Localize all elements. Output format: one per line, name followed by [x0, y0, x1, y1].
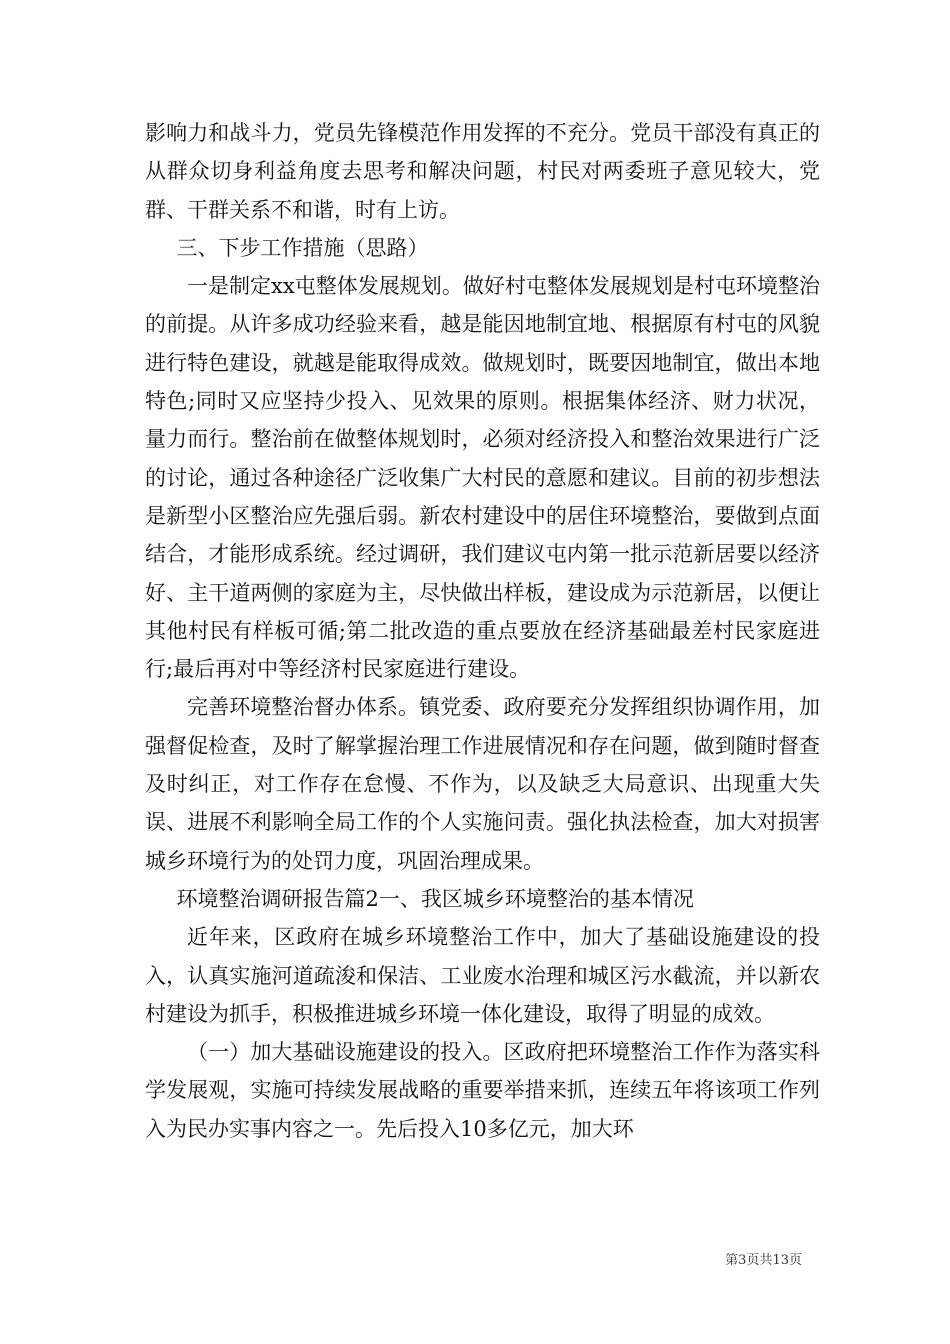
page-number: 第3页共13页 [725, 1253, 802, 1268]
section-heading: 三、下步工作措施（思路） [176, 235, 429, 260]
document-body [145, 114, 820, 1148]
report-title-line: 环境整治调研报告篇2一、我区城乡环境整治的基本情况 [176, 886, 694, 911]
paragraph-supervision: 完善环境整治督办体系。镇党委、政府要充分发挥组织协调作用，加强督促检查，及时了解掌握治理工作进展情况和存在问题，做到随时督查及时纠正，对工作存在怠慢、不作为，以及缺乏大局意识、出现重大失误、进展不利影响全局工作的个人实施问责。强化执法检查，加大对损害城乡环境行为的处罚力度，巩固治理成果。 [145, 695, 820, 873]
paragraph-infrastructure: （一）加大基础设施建设的投入。区政府把环境整治工作作为落实科学发展观，实施可持续发展战略的重要举措来抓，连续五年将该项工作列入为民办实事内容之一。先后投入10多亿元，加大环 [145, 1040, 820, 1141]
paragraph-continuation: 影响力和战斗力，党员先锋模范作用发挥的不充分。党员干部没有真正的从群众切身利益角度去思考和解决问题，村民对两委班子意见较大，党群、干群关系不和谐，时有上访。 [145, 121, 820, 222]
paragraph-recent-years: 近年来，区政府在城乡环境整治工作中，加大了基础设施建设的投入，认真实施河道疏浚和保洁、工业废水治理和城区污水截流，并以新农村建设为抓手，积极推进城乡环境一体化建设，取得了明显的成效。 [145, 925, 820, 1026]
paragraph-plan: 一是制定xx屯整体发展规划。做好村屯整体发展规划是村屯环境整治的前提。从许多成功经验来看，越是能因地制宜地、根据原有村屯的风貌进行特色建设，就越是能取得成效。做规划时，既要因地制宜，做出本地特色;同时又应坚持少投入、见效果的原则。根据集体经济、财力状况，量力而行。整治前在做整体规划时，必须对经济投入和整治效果进行广泛的讨论，通过各种途径广泛收集广大村民的意愿和建议。目前的初步想法是新型小区整治应先强后弱。新农村建设中的居住环境整治，要做到点面结合，才能形成系统。经过调研，我们建议屯内第一批示范新居要以经济好、主干道两侧的家庭为主，尽快做出样板，建设成为示范新居，以便让其他村民有样板可循;第二批改造的重点要放在经济基础最差村民家庭进行;最后再对中等经济村民家庭进行建设。 [145, 274, 820, 682]
